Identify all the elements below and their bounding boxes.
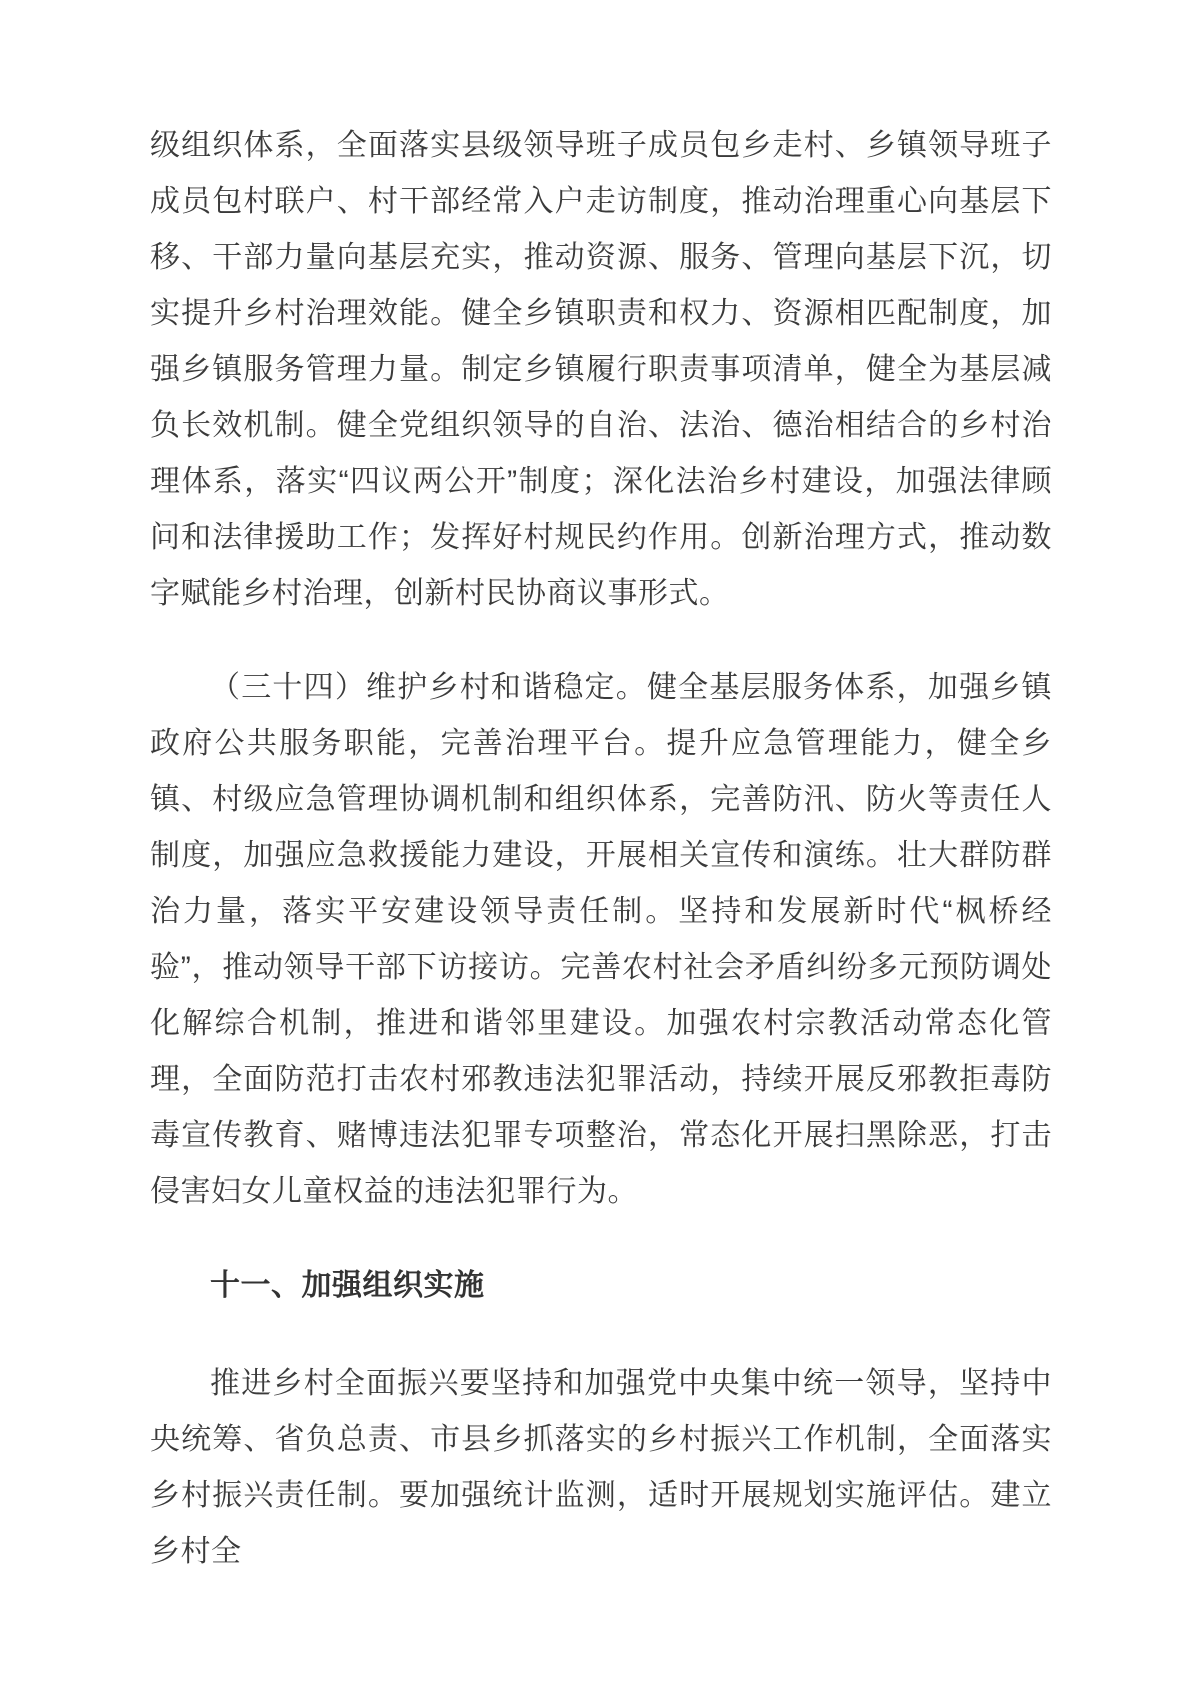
paragraph-item-34-rural-harmony: （三十四）维护乡村和谐稳定。健全基层服务体系，加强乡镇政府公共服务职能，完善治理平台。提升应急管理能力，健全乡镇、村级应急管理协调机制和组织体系，完善防汛、防火等责任人制度，加强应急救援能力建设，开展相关宣传和演练。壮大群防群治力量，落实平安建设领导责任制。坚持和发展新时代“枫桥经验”，推动领导干部下访接访。完善农村社会矛盾纠纷多元预防调处化解综合机制，推进和谐邻里建设。加强农村宗教活动常态化管理，全面防范打击农村邪教违法犯罪活动，持续开展反邪教拒毒防毒宣传教育、赌博违法犯罪专项整治，常态化开展扫黑除恶，打击侵害妇女儿童权益的违法犯罪行为。 — [150, 671, 1052, 1208]
section-heading-part-11: 十一、加强组织实施 — [210, 1269, 485, 1302]
paragraph-governance-continued: 级组织体系，全面落实县级领导班子成员包乡走村、乡镇领导班子成员包村联户、村干部经常入户走访制度，推动治理重心向基层下移、干部力量向基层充实，推动资源、服务、管理向基层下沉，切实提升乡村治理效能。健全乡镇职责和权力、资源相匹配制度，加强乡镇服务管理力量。制定乡镇履行职责事项清单，健全为基层减负长效机制。健全党组织领导的自治、法治、德治相结合的乡村治理体系，落实“四议两公开”制度；深化法治乡村建设，加强法律顾问和法律援助工作；发挥好村规民约作用。创新治理方式，推动数字赋能乡村治理，创新村民协商议事形式。 — [150, 129, 1052, 610]
paragraph-strengthen-implementation: 推进乡村全面振兴要坚持和加强党中央集中统一领导，坚持中央统筹、省负总责、市县乡抓落实的乡村振兴工作机制，全面落实乡村振兴责任制。要加强统计监测，适时开展规划实施评估。建立乡村全 — [150, 1367, 1052, 1568]
